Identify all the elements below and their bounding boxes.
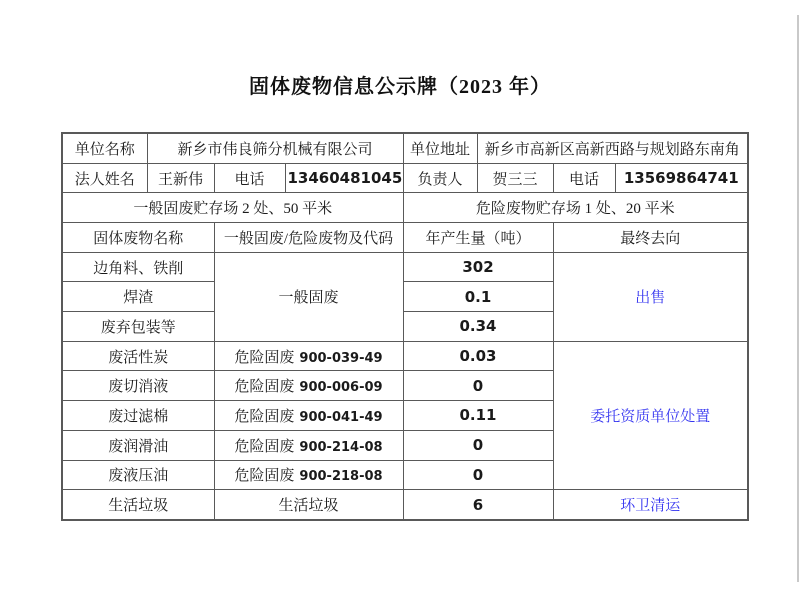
waste-name-cell: 废切消液 xyxy=(62,371,214,401)
waste-header-row xyxy=(62,223,748,253)
waste-row xyxy=(62,490,748,520)
phone2-label: 电话 xyxy=(553,163,615,193)
general-storage-cell: 一般固废贮存场 2 处、50 平米 xyxy=(62,193,403,223)
phone1-value: 13460481045 xyxy=(285,163,403,193)
waste-amount-cell: 0 xyxy=(403,430,553,460)
waste-amount-cell: 0.1 xyxy=(403,282,553,312)
contact-info-row xyxy=(62,163,748,193)
waste-type-cell xyxy=(214,460,403,490)
waste-name-cell: 废过滤棉 xyxy=(62,401,214,431)
unit-address-value: 新乡市高新区高新西路与规划路东南角 xyxy=(477,133,748,163)
waste-amount-cell: 0 xyxy=(403,460,553,490)
header-waste-name: 固体废物名称 xyxy=(62,223,214,253)
waste-amount-cell: 6 xyxy=(403,490,553,520)
header-amount: 年产生量（吨） xyxy=(403,223,553,253)
waste-type-cell xyxy=(214,430,403,460)
waste-type-cell xyxy=(214,401,403,431)
waste-type-cell: 一般固废 xyxy=(214,252,403,341)
unit-name-label: 单位名称 xyxy=(62,133,147,163)
phone2-value: 13569864741 xyxy=(615,163,748,193)
waste-code: 900-041-49 xyxy=(299,409,383,425)
waste-amount-cell: 0.11 xyxy=(403,401,553,431)
waste-code: 900-214-08 xyxy=(299,439,383,455)
waste-type-label: 危险固废 xyxy=(234,438,295,455)
waste-amount-cell: 302 xyxy=(403,252,553,282)
legal-person-label: 法人姓名 xyxy=(62,163,147,193)
unit-name-value: 新乡市伟良筛分机械有限公司 xyxy=(147,133,403,163)
header-destination: 最终去向 xyxy=(553,223,748,253)
waste-code: 900-218-08 xyxy=(299,469,383,485)
waste-amount-cell: 0.03 xyxy=(403,341,553,371)
storage-info-row xyxy=(62,193,748,223)
waste-name-cell: 边角料、铁削 xyxy=(62,252,214,282)
waste-destination-cell: 委托资质单位处置 xyxy=(553,341,748,489)
waste-row xyxy=(62,252,748,282)
waste-destination-cell: 出售 xyxy=(553,252,748,341)
phone1-label: 电话 xyxy=(214,163,285,193)
hazardous-storage-cell: 危险废物贮存场 1 处、20 平米 xyxy=(403,193,748,223)
waste-name-cell: 废活性炭 xyxy=(62,341,214,371)
waste-type-label: 危险固废 xyxy=(234,408,295,425)
manager-value: 贺三三 xyxy=(477,163,553,193)
waste-name-cell: 废润滑油 xyxy=(62,430,214,460)
waste-row xyxy=(62,341,748,371)
page-title: 固体废物信息公示牌（2023 年） xyxy=(249,76,551,98)
header-type-code: 一般固废/危险废物及代码 xyxy=(214,223,403,253)
waste-code: 900-006-09 xyxy=(299,380,383,396)
waste-destination-cell: 环卫清运 xyxy=(553,490,748,520)
waste-type-label: 危险固废 xyxy=(234,468,295,485)
waste-type-cell: 生活垃圾 xyxy=(214,490,403,520)
waste-code: 900-039-49 xyxy=(299,350,383,366)
waste-type-label: 危险固废 xyxy=(234,349,295,366)
unit-address-label: 单位地址 xyxy=(403,133,477,163)
waste-type-cell xyxy=(214,371,403,401)
waste-amount-cell: 0.34 xyxy=(403,312,553,342)
unit-info-row xyxy=(62,133,748,163)
waste-name-cell: 废弃包装等 xyxy=(62,312,214,342)
waste-name-cell: 焊渣 xyxy=(62,282,214,312)
waste-type-cell xyxy=(214,341,403,371)
waste-name-cell: 废液压油 xyxy=(62,460,214,490)
waste-info-table xyxy=(61,132,749,521)
legal-person-value: 王新伟 xyxy=(147,163,214,193)
waste-name-cell: 生活垃圾 xyxy=(62,490,214,520)
page-edge-line xyxy=(797,15,799,582)
waste-type-label: 危险固废 xyxy=(234,379,295,396)
waste-amount-cell: 0 xyxy=(403,371,553,401)
manager-label: 负责人 xyxy=(403,163,477,193)
